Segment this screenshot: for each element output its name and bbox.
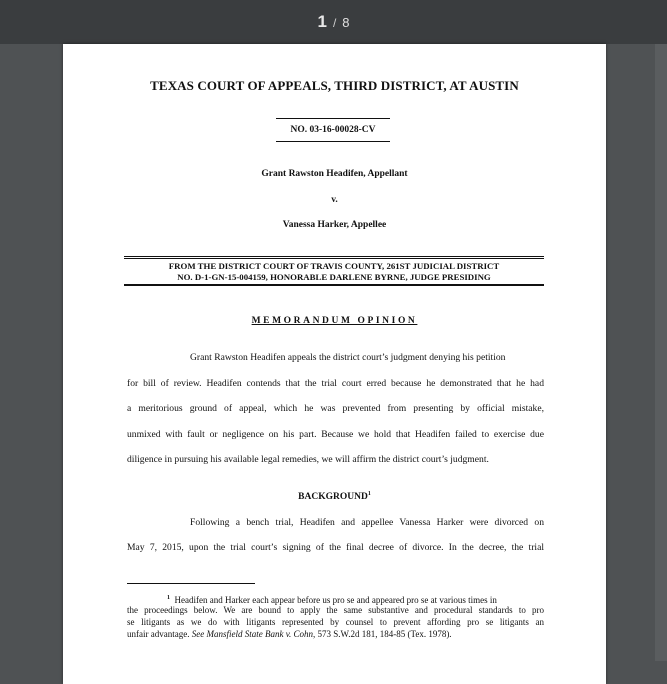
footnote-line-4-text: unfair advantage. <box>127 629 192 639</box>
paragraph-1-line-4: unmixed with fault or negligence on his part. Because we hold that Headifen failed to exercise due <box>127 429 544 440</box>
lower-court-line-1: FROM THE DISTRICT COURT OF TRAVIS COUNTY, 261ST JUDICIAL DISTRICT <box>168 261 500 271</box>
appellee-name: Vanessa Harker, Appellee <box>282 220 387 230</box>
footnote-line-4 <box>127 629 544 640</box>
section-heading <box>63 491 606 502</box>
section-heading-text: BACKGROUND <box>298 492 368 503</box>
page-counter <box>317 12 349 32</box>
versus-text: v. <box>331 195 338 205</box>
page-separator: / <box>332 16 337 30</box>
footnote-mark: 1 <box>167 595 170 601</box>
opinion-title <box>63 316 606 326</box>
pdf-toolbar <box>0 0 667 44</box>
opinion-title-text: MEMORANDUM OPINION <box>251 316 418 326</box>
current-page-number[interactable]: 1 <box>317 12 327 31</box>
docket-number: NO. 03-16-00028-CV <box>276 118 390 142</box>
paragraph-1-line-3: a meritorious ground of appeal, which he was prevented from presenting by official mistake, <box>127 403 544 414</box>
case-citation-link: See Mansfield State Bank v. Cohn <box>191 629 314 639</box>
paragraph-1-line-5: diligence in pursuing his available legal remedies, we will affirm the district court’s judgment. <box>127 454 489 465</box>
footnote-line-3: se litigants as we do with litigants represented by counsel to prevent affording pro se litigants an <box>127 617 544 627</box>
paragraph-1-line-1: Grant Rawston Headifen appeals the district court’s judgment denying his petition <box>190 352 506 363</box>
court-heading: TEXAS COURT OF APPEALS, THIRD DISTRICT, AT AUSTIN <box>150 78 519 93</box>
lower-court-line-2: NO. D-1-GN-15-004159, HONORABLE DARLENE BYRNE, JUDGE PRESIDING <box>177 272 491 282</box>
footnote-line-4-reporter: , 573 S.W.2d 181, 184-85 (Tex. 1978). <box>313 629 452 639</box>
appellant-name: Grant Rawston Headifen, Appellant <box>261 169 408 179</box>
footnote-reference[interactable]: 1 <box>367 491 371 497</box>
vertical-scrollbar[interactable] <box>655 44 667 661</box>
document-page <box>63 44 606 684</box>
footnote-line-1-text: Headifen and Harker each appear before us pro se and appeared pro se at various times in <box>174 595 497 605</box>
lower-court-box <box>124 256 544 286</box>
paragraph-2-line-2: May 7, 2015, upon the trial court’s signing of the final decree of divorce. In the decree, the trial <box>127 542 544 553</box>
paragraph-2-line-1: Following a bench trial, Headifen and appellee Vanessa Harker were divorced on <box>190 517 544 528</box>
paragraph-1-line-2: for bill of review. Headifen contends that the trial court erred because he demonstrated that he had <box>127 378 544 389</box>
total-pages: 8 <box>342 15 350 30</box>
footnote-divider <box>127 583 255 584</box>
footnote-line-2: the proceedings below. We are bound to apply the same substantive and procedural standards to pro <box>127 605 544 615</box>
